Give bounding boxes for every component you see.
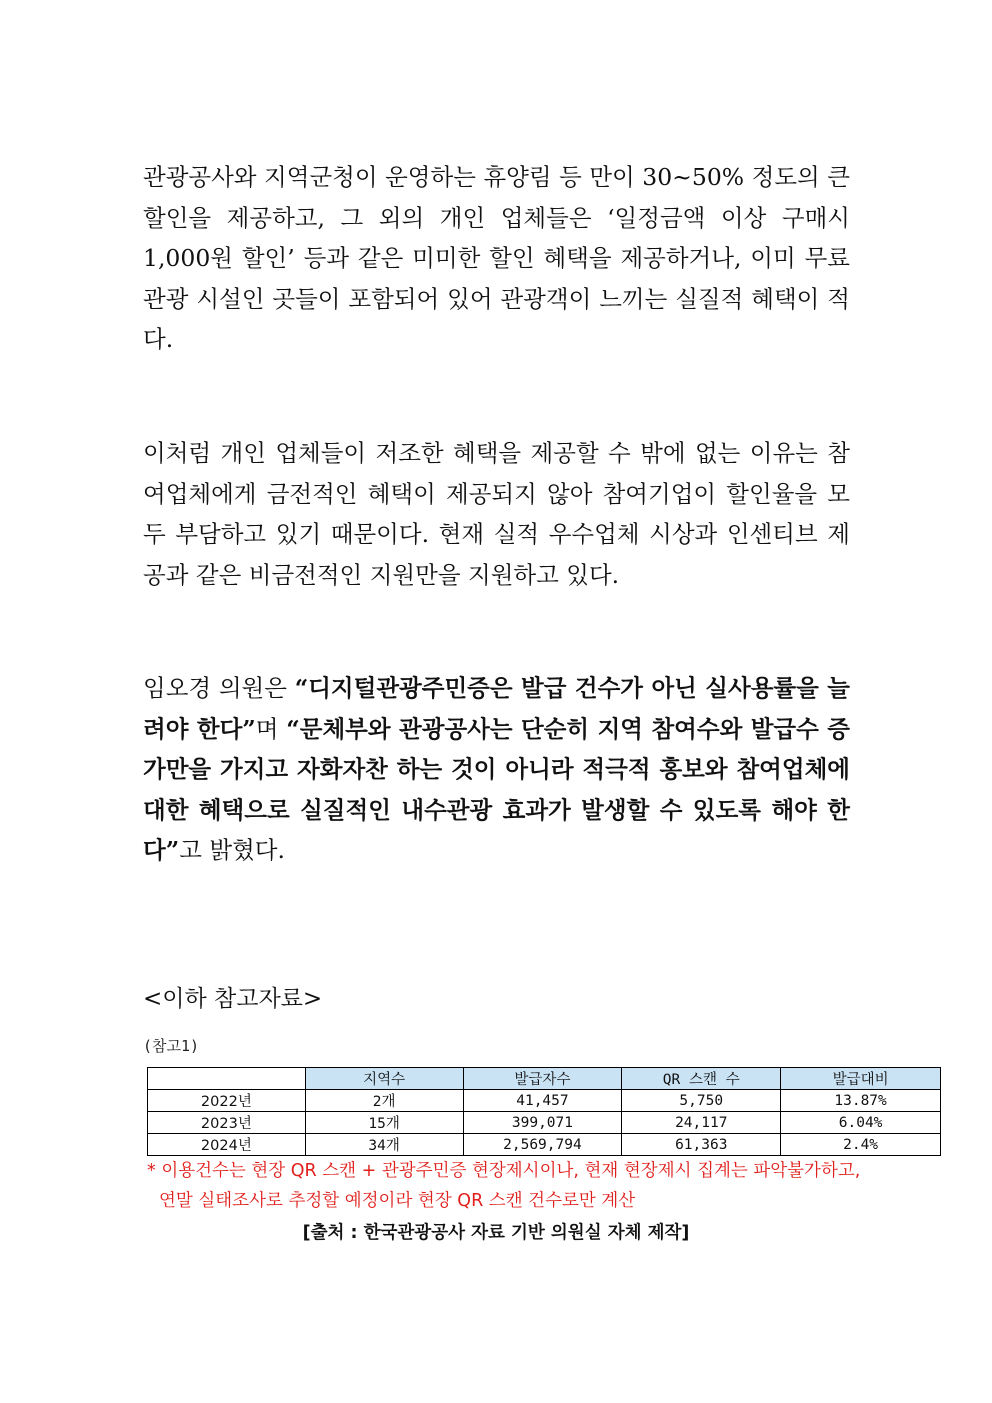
table-cell-qr-scans: 24,117 — [622, 1112, 781, 1134]
table-header-ratio: 발급대비 — [781, 1068, 941, 1090]
footnote-line-1: * 이용건수는 현장 QR 스캔 + 관광주민증 현장제시이나, 현재 현장제시 집계는 파악불가하고, — [147, 1161, 861, 1181]
paragraph-quote — [143, 668, 850, 871]
paragraph-reason: 이처럼 개인 업체들이 저조한 혜택을 제공할 수 밖에 없는 이유는 참여업체에게 금전적인 혜택이 제공되지 않아 참여기업이 할인율을 모두 부담하고 있기 때문이다. 현재 실적 우수업체 시상과 인센티브 제공과 같은 비금전적인 지원만을 지원하고 있다. — [143, 439, 850, 589]
table-header-regions: 지역수 — [305, 1068, 463, 1090]
table-cell-issued: 399,071 — [463, 1112, 622, 1134]
reference-table — [147, 1067, 941, 1156]
table-cell-issued: 2,569,794 — [463, 1134, 622, 1156]
quote-tail: 고 밝혔다. — [179, 836, 285, 864]
table-cell-ratio: 13.87% — [781, 1090, 941, 1112]
table-row — [148, 1090, 941, 1112]
quote-2: “문체부와 관광공사는 단순히 지역 참여수와 발급수 증가만을 가지고 자화자찬 하는 것이 아니라 적극적 홍보와 참여업체에 대한 혜택으로 실질적인 내수관광 효과가 발생할 수 있도록 해야 한다” — [143, 714, 851, 864]
table-row — [148, 1134, 941, 1156]
reference-title: <이하 참고자료> — [143, 986, 323, 1012]
reference-label: (참고1) — [143, 1037, 200, 1055]
paragraph-benefits: 관광공사와 지역군청이 운영하는 휴양림 등 만이 30~50% 정도의 큰 할인을 제공하고, 그 외의 개인 업체들은 ‘일정금액 이상 구매시 1,000원 할인’ 등과 같은 미미한 할인 혜택을 제공하거나, 이미 무료 관광 시설인 곳들이 포함되어 있어 관광객이 느끼는 실질적 혜택이 적다. — [143, 163, 850, 353]
table-cell-qr-scans: 5,750 — [622, 1090, 781, 1112]
source-citation: [출처 : 한국관광공사 자료 기반 의원실 자체 제작] — [302, 1223, 690, 1243]
quote-lead: 임오경 의원은 — [143, 674, 295, 702]
table-cell-year: 2023년 — [148, 1112, 306, 1134]
table-cell-year: 2024년 — [148, 1134, 306, 1156]
table-cell-year: 2022년 — [148, 1090, 306, 1112]
table-footnote — [147, 1156, 860, 1216]
table-cell-issued: 41,457 — [463, 1090, 622, 1112]
table-cell-ratio: 6.04% — [781, 1112, 941, 1134]
table-cell-qr-scans: 61,363 — [622, 1134, 781, 1156]
table-header-issued: 발급자수 — [463, 1068, 622, 1090]
table-cell-regions: 34개 — [305, 1134, 463, 1156]
table-cell-regions: 2개 — [305, 1090, 463, 1112]
table-cell-ratio: 2.4% — [781, 1134, 941, 1156]
footnote-line-2: 연말 실태조사로 추정할 예정이라 현장 QR 스캔 건수로만 계산 — [159, 1191, 636, 1211]
table-header-row — [148, 1068, 941, 1090]
quote-1: “디지털관광주민증은 발급 건수가 아닌 실사용률을 늘려야 한다” — [143, 674, 850, 743]
table-cell-regions: 15개 — [305, 1112, 463, 1134]
table-header-empty — [148, 1068, 306, 1090]
table-row — [148, 1112, 941, 1134]
quote-mid: 며 — [255, 714, 287, 743]
table-header-qr-scans: QR 스캔 수 — [622, 1068, 781, 1090]
